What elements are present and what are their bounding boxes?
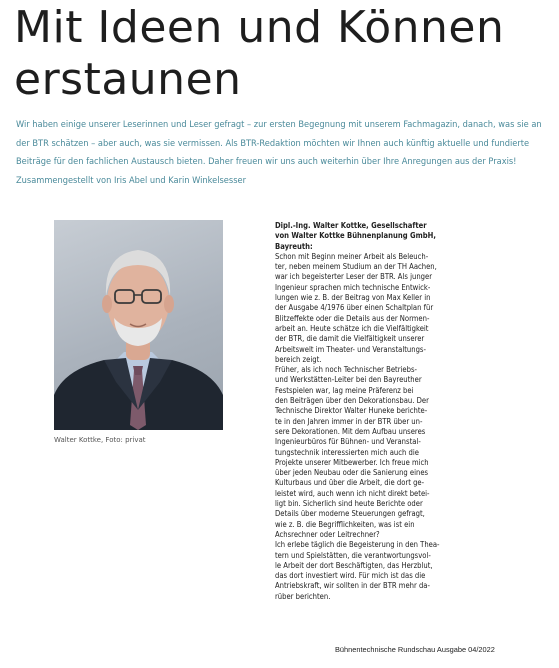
article-text-line: Früher, als ich noch Technischer Betriebs- [275, 365, 417, 375]
article-text-line: der Ausgabe 4/1976 über einen Schaltplan für [275, 303, 434, 313]
photo-caption: Walter Kottke, Foto: privat [54, 436, 146, 444]
article-text-line: Technische Direktor Walter Huneke berichte- [275, 406, 428, 416]
article-text-line: Ingenieurbüros für Bühnen- und Veranstal- [275, 437, 421, 447]
article-text-line: Ingenieur sprachen mich technische Entwick- [275, 282, 431, 292]
article-text-line: ligt bin. Sicherlich sind heute Berichte oder [275, 499, 423, 509]
article-text-line: ter, neben meinem Studium an der TH Aachen, [275, 262, 437, 272]
article-text-line: Ich erlebe täglich die Begeisterung in den Thea- [275, 540, 440, 550]
article-heading-line: Dipl.-Ing. Walter Kottke, Gesellschafter [275, 221, 427, 230]
title-line-2: erstaunen [14, 54, 242, 105]
article-text-line: sere Dekorationen. Mit dem Aufbau unseres [275, 426, 426, 436]
article-text-line: über jeden Neubau oder die Sanierung eines [275, 468, 429, 478]
article-text-line: Achsrechner oder Leitrechner? [275, 529, 380, 539]
page-title [14, 2, 554, 106]
footer-publication: Bühnentechnische Rundschau Ausgabe 04/2022 [335, 645, 495, 654]
article-text-line: bereich zeigt. [275, 354, 322, 364]
article-text-line: Schon mit Beginn meiner Arbeit als Beleuch- [275, 251, 429, 261]
article-column [275, 221, 527, 602]
article-text-line: te in den Jahren immer in der BTR über un- [275, 416, 423, 426]
article-heading-line: von Walter Kottke Bühnenplanung GmbH, [275, 231, 436, 241]
portrait-illustration [54, 220, 223, 430]
intro-line: der BTR schätzen – aber auch, was sie vermissen. Als BTR-Redaktion möchten wir Ihnen auch künftig aktuelle und fundierte [16, 137, 530, 149]
article-text-line: tern und Spielstätten, die verantwortungsvol- [275, 550, 431, 560]
article-text-line: Kulturbaus und über die Arbeit, die dort ge- [275, 478, 425, 488]
article-text-line: den Beiträgen über den Dekorationsbau. Der [275, 396, 429, 406]
intro-line: Wir haben einige unserer Leserinnen und Leser gefragt – zur ersten Begegnung mit unserem Fachmagazin, danach, was sie an [16, 119, 542, 130]
article-text-line: Festspielen war, lag meine Präferenz bei [275, 385, 414, 395]
article-text-line: arbeit an. Heute schätze ich die Vielfältigkeit [275, 323, 429, 333]
title-line-1: Mit Ideen und Können [14, 2, 505, 53]
article-text-line: leistet wird, auch wenn ich nicht direkt betei- [275, 488, 430, 498]
article-text-line: Blitzeffekte oder die Details aus der Normen- [275, 313, 430, 323]
article-text-line: wie z. B. die Begrifflichkeiten, was ist ein [275, 519, 415, 529]
article-text-line: Antriebskraft, wir sollten in der BTR mehr da- [275, 581, 430, 591]
article-text-line: und Werkstätten-Leiter bei den Bayreuther [275, 375, 422, 385]
intro-paragraph [16, 116, 554, 190]
article-text-line: lungen wie z. B. der Beitrag von Max Keller in [275, 293, 431, 303]
article-text-line: rüber berichten. [275, 591, 331, 601]
article-text-line: tungstechnik interessierten mich auch die [275, 447, 419, 457]
article-heading-line: Bayreuth: [275, 241, 313, 251]
intro-line: Zusammengestellt von Iris Abel und Karin Winkelsesser [16, 174, 246, 186]
article-text-line: der BTR, die damit die Vielfältigkeit unserer [275, 334, 425, 344]
intro-line: Beiträge für den fachlichen Austausch bieten. Daher freuen wir uns auch weiterhin über Ihre Anregungen aus der Praxis! [16, 156, 517, 167]
portrait-photo [54, 220, 223, 430]
article-text-line: Projekte unserer Mitbewerber. Ich freue mich [275, 457, 429, 467]
article-text-line: Arbeitswelt im Theater- und Veranstaltungs- [275, 344, 426, 354]
article-text-line: le Arbeit der dort Beschäftigten, das Herzblut, [275, 560, 433, 570]
article-text-line: Details über moderne Steuerungen gefragt, [275, 509, 425, 519]
article-text-line: das dort investiert wird. Für mich ist das die [275, 571, 426, 581]
article-text-line: war ich begeisterter Leser der BTR. Als junger [275, 272, 433, 282]
